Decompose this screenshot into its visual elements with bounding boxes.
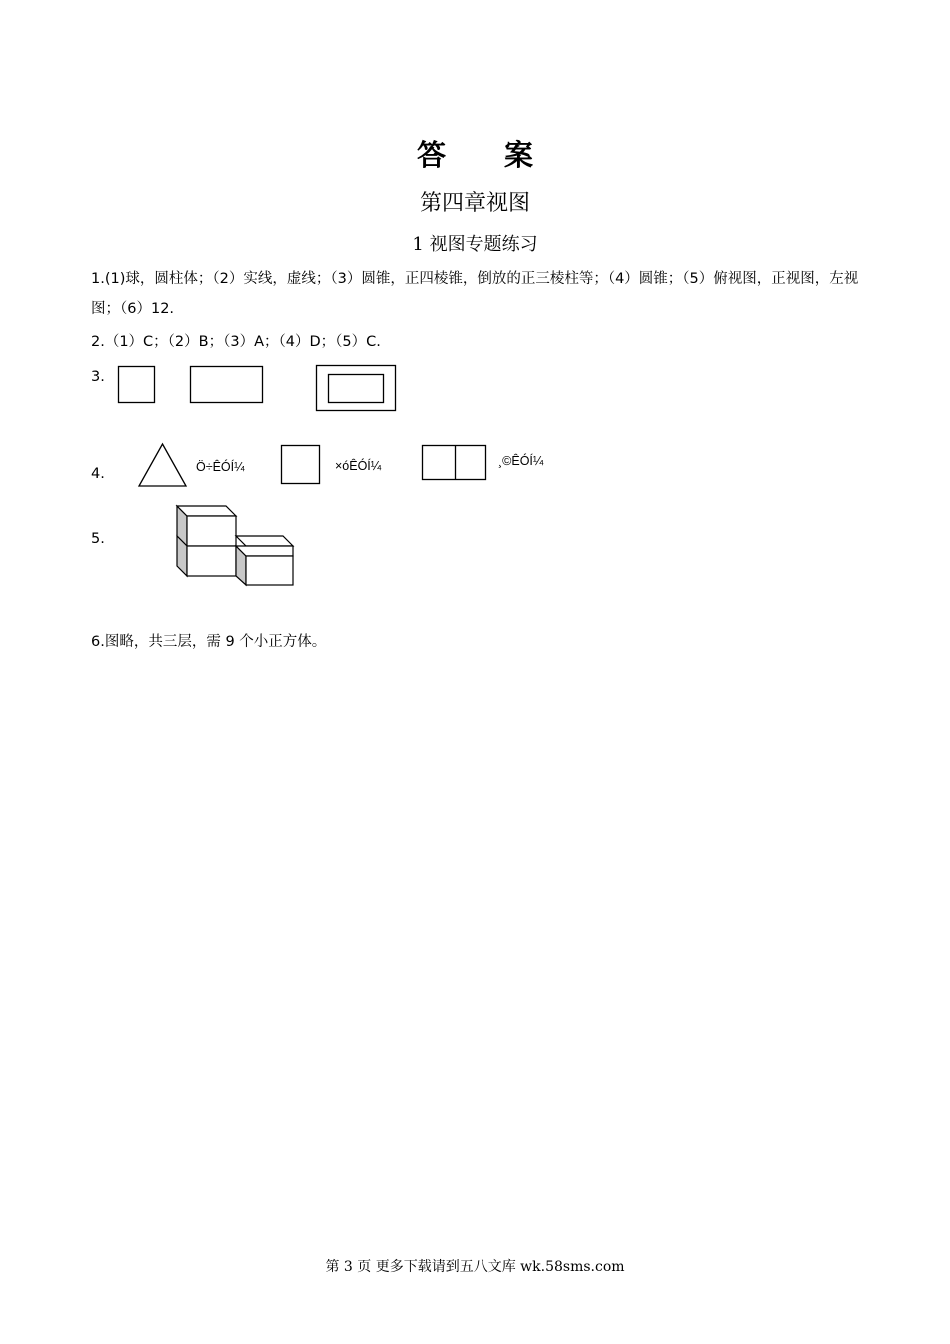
right-cube-top-strip — [236, 546, 293, 556]
top-view-label: ¸©ÊÓÍ¼ — [498, 454, 544, 468]
section-heading: 1 视图专题练习 — [412, 234, 538, 255]
page-footer: 第 3 页 更多下载请到五八文库 wk.58sms.com — [325, 1259, 625, 1275]
answer-2: 2.（1）C；（2）B；（3）A；（4）D；（5）C. — [91, 334, 381, 350]
answer-4-label: 4. — [91, 466, 105, 482]
top-cube-top-face — [177, 506, 236, 516]
square-side-view — [282, 446, 320, 484]
page-title: 答 案 — [416, 138, 533, 172]
answer-5-cube-stack — [0, 500, 950, 600]
answer-6: 6.图略，共三层，需 9 个小正方体。 — [91, 634, 327, 650]
answer-4-figures — [0, 440, 950, 500]
right-cube-front-face — [246, 556, 293, 585]
split-rectangle-top-view — [423, 446, 486, 480]
answer-3-figures — [0, 360, 950, 420]
answer-5-label: 5. — [91, 531, 105, 547]
rectangle-view — [191, 367, 263, 403]
inner-rectangle-view — [329, 375, 384, 403]
answer-3-label: 3. — [91, 369, 105, 385]
triangle-front-view — [139, 444, 186, 486]
chapter-heading: 第四章视图 — [419, 191, 530, 216]
top-cube-front-face — [187, 516, 236, 546]
answer-1: 1.(1)球，圆柱体；（2）实线，虚线；（3）圆锥，正四棱锥，倒放的正三棱柱等；（4）圆锥；（5）俯视图，正视图，左视图；（6）12. — [91, 271, 859, 317]
right-cube-top-face — [236, 536, 293, 546]
bottom-cube-front-face — [187, 546, 236, 576]
square-view — [119, 367, 155, 403]
side-view-label: ×óÊÓÍ¼ — [335, 459, 382, 473]
front-view-label: Ö÷ÊÓÍ¼ — [196, 460, 245, 474]
